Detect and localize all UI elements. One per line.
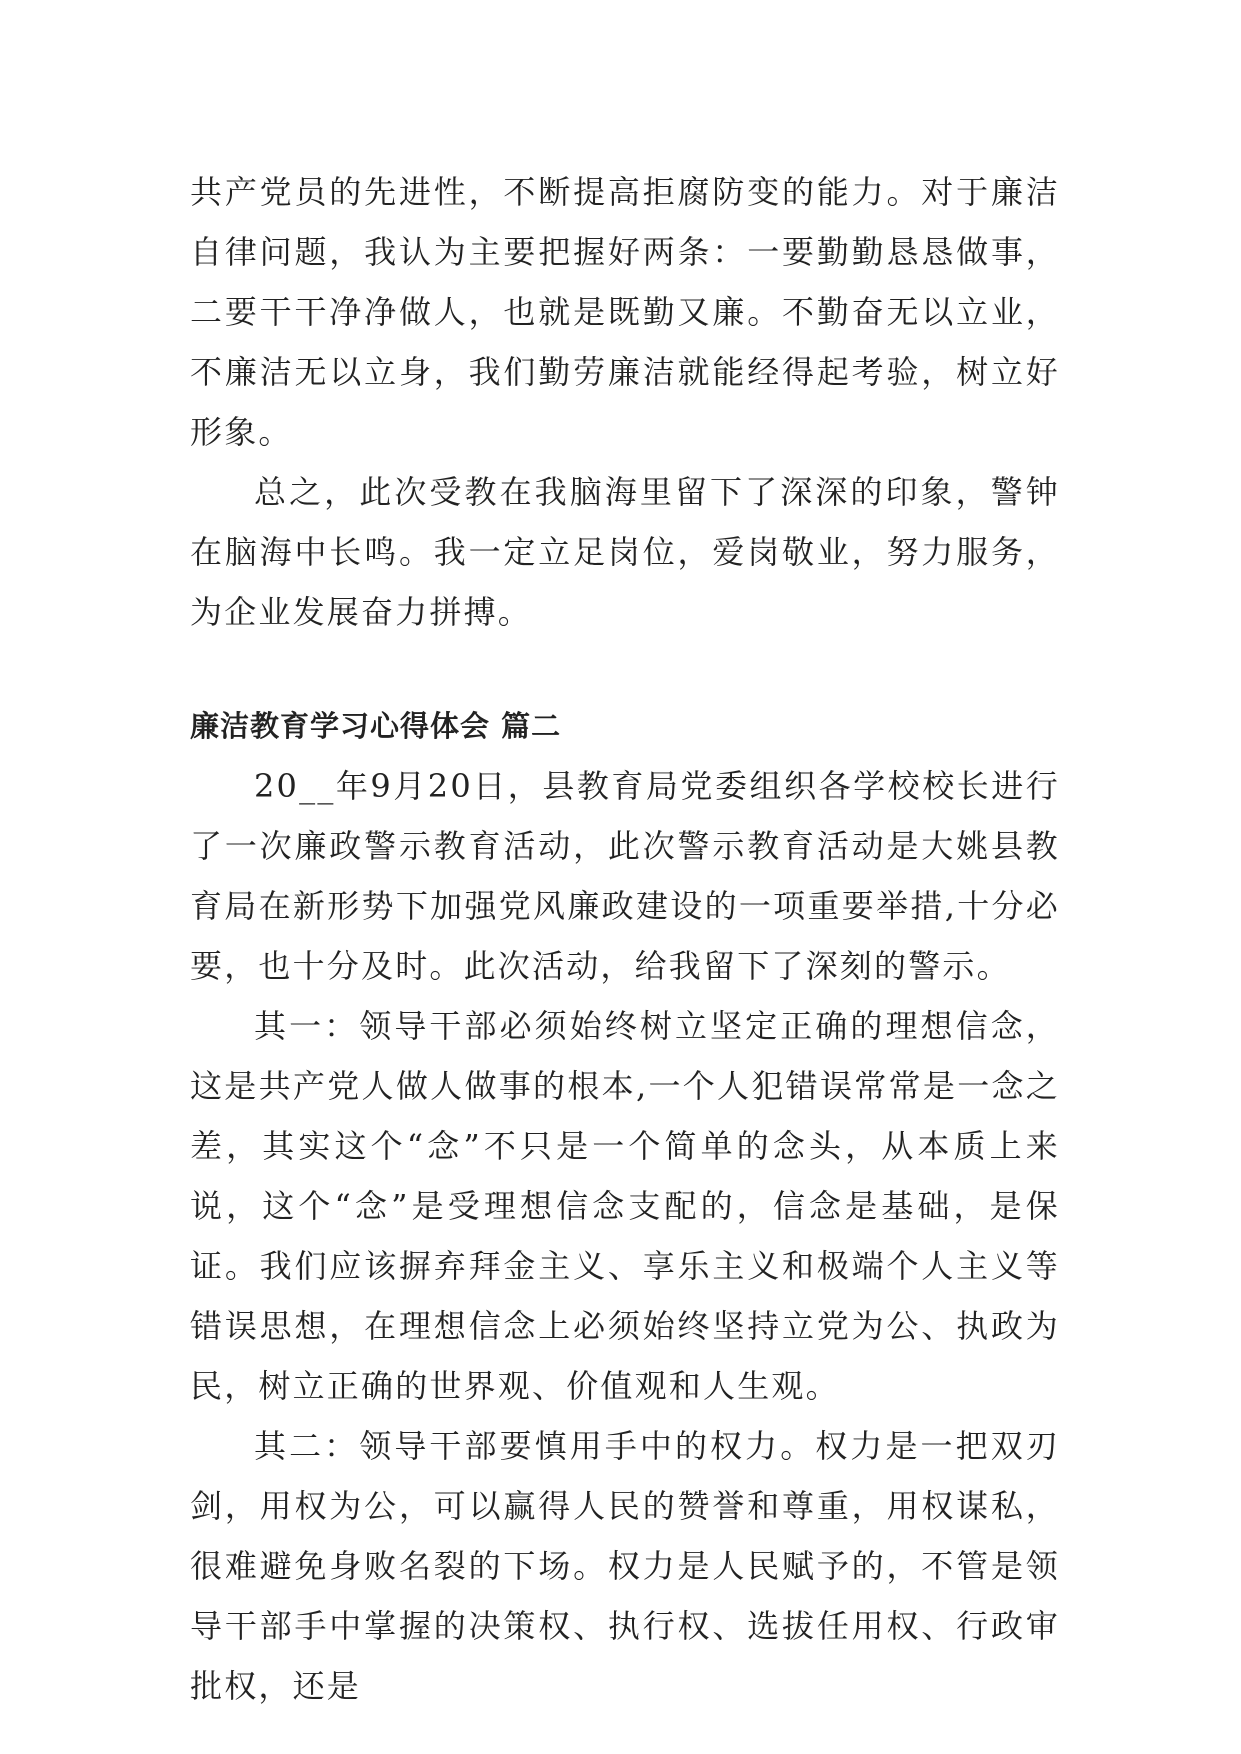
paragraph-intro: 20__年9月20日，县教育局党委组织各学校校长进行了一次廉政警示教育活动，此次警示教育活动是大姚县教育局在新形势下加强党风廉政建设的一项重要举措,十分必要，也十分及时。此次活动，给我留下了深刻的警示。 [190, 767, 1060, 985]
paragraph-continued: 共产党员的先进性，不断提高拒腐防变的能力。对于廉洁自律问题，我认为主要把握好两条：一要勤勤恳恳做事，二要干干净净做人，也就是既勤又廉。不勤奋无以立业，不廉洁无以立身，我们勤劳廉洁就能经得起考验，树立好形象。 [190, 173, 1060, 451]
document-body [190, 162, 1060, 1716]
paragraph-conclusion: 总之，此次受教在我脑海里留下了深深的印象，警钟在脑海中长鸣。我一定立足岗位，爱岗敬业，努力服务，为企业发展奋力拼搏。 [190, 473, 1060, 631]
paragraph-point-one: 其一：领导干部必须始终树立坚定正确的理想信念，这是共产党人做人做事的根本,一个人犯错误常常是一念之差，其实这个“念”不只是一个简单的念头，从本质上来说，这个“念”是受理想信念支配的，信念是基础，是保证。我们应该摒弃拜金主义、享乐主义和极端个人主义等错误思想，在理想信念上必须始终坚持立党为公、执政为民，树立正确的世界观、价值观和人生观。 [190, 1007, 1060, 1405]
section-title: 廉洁教育学习心得体会 篇二 [190, 709, 562, 743]
paragraph-point-two: 其二：领导干部要慎用手中的权力。权力是一把双刃剑，用权为公，可以赢得人民的赞誉和尊重，用权谋私，很难避免身败名裂的下场。权力是人民赋予的，不管是领导干部手中掌握的决策权、执行权、选拔任用权、行政审批权，还是 [190, 1427, 1060, 1705]
